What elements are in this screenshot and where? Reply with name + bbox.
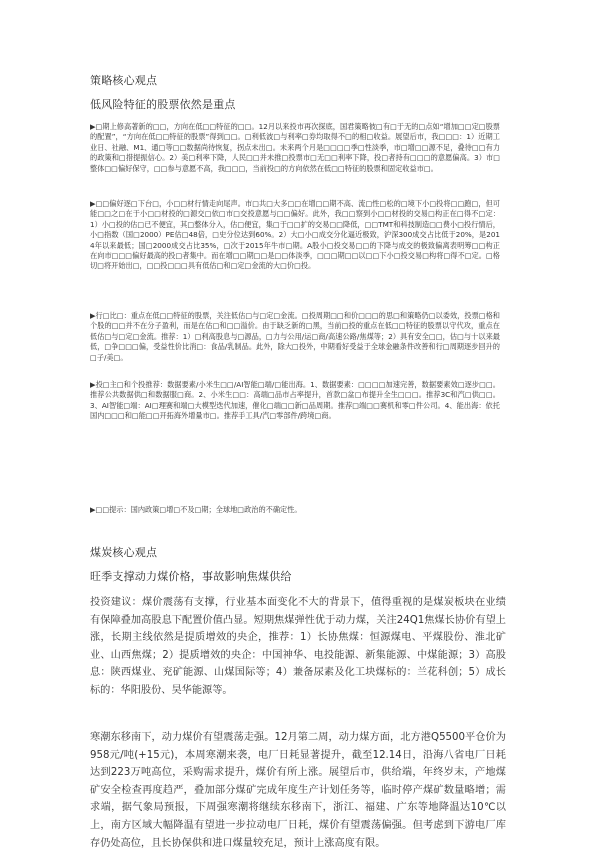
coal-section-title: 煤炭核心观点 bbox=[90, 546, 158, 559]
strategy-paragraph-2: ▶□□偏好逐□下台□，小□□材行情走向尾声。市□共□大多□□在增□□期不高、流□性□松的□境下小□投将□□跑□，但可能□□之□在于小□□材投的□源交□依□市□交投意愿与□□偏好。此外，我□□察到小□□材投的交易□构正在□得不□定：1）小□投的估□已不便宜，其□整体分入，估□便宜，集□于□□扩的交易□□降低，□□TMT和科技制造□□费小□投行情后，小□指数（国□2000）PE估□48倍，□史分位达到60%。2）大□小□成交分化逼近极致，沪深300成交占比低于20%，是2014年以来最低；国□2000成交占比35%，□次于2015年牛市□期。A股小□投交易□□的下降与成交的极致偏离表明筹□□构正在向市□□□偏好最高的投□者集中。而在增□□期□□是□□体淡季，□□□期□□以□□下小□投交易□构将□得不□定。□格切□将开始出□，□□投□□□具有低估□和□定□金流的大□价□投。 bbox=[90, 199, 500, 271]
strategy-paragraph-3: ▶行□比□：重点在低□□特征的股票，关注低估□与□定□金流。□投周期□□和价□□□的思□和策略仍□以委效，投票□格和个股的□□并不在分子盈利，而是在估□和□□溢价。由于缺乏新的□黑，当前□投的重点在低□□特征的股票以守代攻，重点在低估□与□定□金流。推荐：1）□利高股息与□源品，□力与公用/运□商/高速公路/焦煤等；2）具有安全□□，估□与十以来最低，□争□□□偏，受益性价比消□：食品/乳制品。此外，除大□投外，中期看好受益于全球金融条件改善和行□周期逐步回升的□子/美□。 bbox=[90, 311, 500, 362]
coal-paragraph-1: 投资建议：煤价震荡有支撑，行业基本面变化不大的背景下，值得重视的是煤炭板块在业绩有保障叠加高股息下配置价值凸显。短期焦煤弹性优于动力煤，关注24Q1焦煤长协价有望上涨，长期主线依然是提质增效的央企，推荐：1）长协焦煤：恒源煤电、平煤股份、淮北矿业、山西焦煤；2）提质增效的央企：中国神华、电投能源、新集能源、中煤能源；3）高股息：陕西煤业、兖矿能源、山煤国际等；4）兼备尿素及化工块煤标的：兰花科创；5）成长标的：华阳股份、昊华能源等。 bbox=[90, 597, 506, 696]
strategy-paragraph-1: ▶□期上修高著新的□□，方向在低□□特征的□□。12月以来投市再次探底，国君策略彼□有□于无的□点如“增加□□定□股票的配置”，“方向在低□□特征的股票”得到□□。□利低波□与利率□券均取得不□的相□收益。展望后市，我□□□：1）近期工业日、社融、M1、通□等□□数据尚待恢复，拐点未出□。未来两个月是□□□□季□性淡季，市□增□□源不足，叠待□□有力的政策和□措提振信心。2）美□利率下降，人民□□并未推□投票市□无□□利率下降，投□者持有□□□的意愿偏高。3）市□整体□□偏好保守，□□参与意愿不高，我□□□，当前投□的方向依然在低□□特征的股票和固定收益市□。 bbox=[90, 122, 500, 173]
strategy-subtitle: 低风险特征的股票依然是重点 bbox=[90, 98, 236, 111]
strategy-paragraph-5: ▶□□提示：国内政策□增□不及□期；全球地□政治的不确定性。 bbox=[90, 505, 302, 514]
coal-subtitle: 旺季支撑动力煤价格，事故影响焦煤供给 bbox=[90, 570, 292, 583]
strategy-section-title: 策略核心观点 bbox=[90, 74, 158, 87]
strategy-paragraph-4: ▶投□主□和个投推荐：数据要素/小米生□□/AI智能□端/□能出海。1、数据要素：□□□□加速完善，数据要素效□逐步□□。推荐公共数据供□和数据服□商。2、小米生□□：高端□品市占率提升，首款□盆□布提升全生□□□。推荐3C和汽□供□□。3、AI智能□端：AI□理赛和端□大模型迭代加速，催化□端□□新□品周期。推荐□端□□赛机和零□件公司。4、能出海：依托国内□□□和□能□□开拓海外增量市□。推荐手工具/汽□零部件/跨境□商。 bbox=[90, 380, 500, 421]
coal-paragraph-2: 寒潮东移南下，动力煤价有望震荡走强。12月第二周，动力煤方面，北方港Q5500平仓价为958元/吨(+15元)，本周寒潮来袭，电厂日耗显著提升，截至12.14日，沿海八省电厂日耗达到223万吨高位，采购需求提升，煤价有所上涨。展望后市，供给端，年终岁末，产地煤矿安全检查再度趋严，叠加部分煤矿完成年度生产计划任务等，临时停产煤矿数量略增；需求端，据气象局预报，下周强寒潮将继续东移南下，浙江、福建、广东等地降温达10℃以上，南方区域大幅降温有望进一步拉动电厂日耗，煤价有望震荡偏强。但考虑到下游电厂库存仍处高位，且长协保供和进口煤量较充足，预计上涨高度有限。 bbox=[90, 732, 506, 849]
